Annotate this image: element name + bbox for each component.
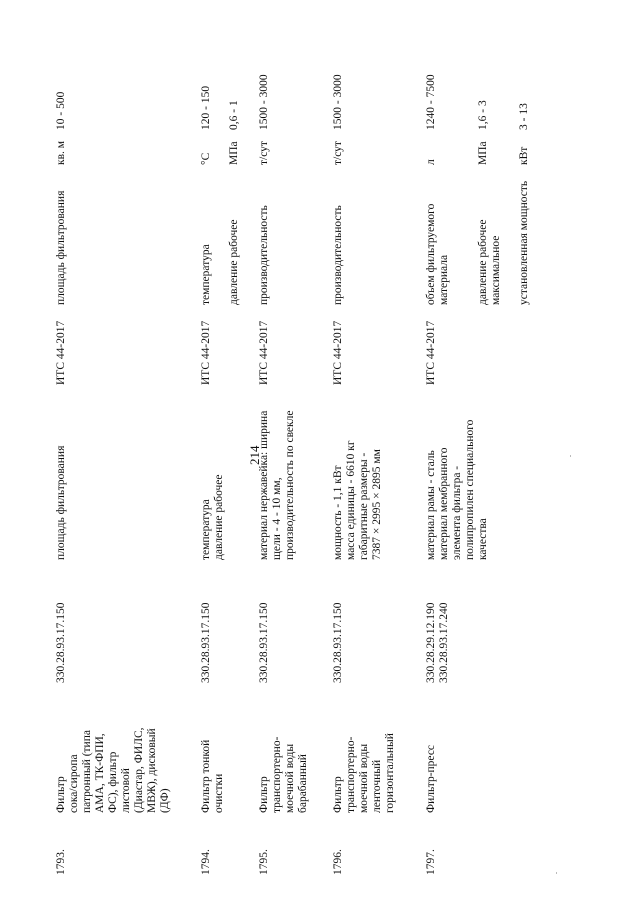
technical-description-line: материал рамы - сталь — [425, 450, 437, 560]
technical-description-line: мощность - 1,1 кВт — [332, 465, 344, 560]
scan-speck — [570, 455, 571, 457]
equipment-name-line: транспортерно- — [271, 736, 283, 813]
parameter-name: объем фильтруемого материала — [425, 203, 450, 305]
its-reference: ИТС 44-2017 — [332, 320, 344, 385]
its-reference: ИТС 44-2017 — [200, 320, 212, 385]
equipment-name-line: (ДФ) — [159, 788, 171, 813]
equipment-name-line: горизонтальный — [384, 733, 396, 813]
parameter-unit: л — [425, 159, 437, 165]
parameter-unit: т/сут — [258, 141, 270, 165]
technical-description-line: производительность по свекле — [284, 410, 296, 560]
row-number: 1793. — [55, 849, 67, 875]
its-reference: ИТС 44-2017 — [55, 320, 67, 385]
okpd-code: 330.28.29.12.190 — [425, 602, 437, 683]
technical-description-line: полипропилен специального — [464, 419, 476, 560]
equipment-name-line: Фильтр — [55, 776, 67, 813]
parameter-value: 1500 - 3000 — [332, 74, 344, 130]
technical-description-line: температура — [200, 499, 212, 560]
okpd-code: 330.28.93.17.240 — [438, 602, 450, 683]
scan-speck — [556, 872, 557, 874]
parameter-value: 10 - 500 — [55, 91, 67, 130]
technical-description-line: щели - 4 - 10 мм, — [271, 477, 283, 560]
parameter-unit: °С — [200, 152, 212, 165]
equipment-name-line: ФС), фильтр — [107, 751, 119, 813]
equipment-name-line: МВЖ), дисковый — [146, 728, 158, 813]
technical-description-line: элемента фильтра - — [451, 465, 463, 560]
technical-description-line: материал мембранного — [438, 447, 450, 560]
equipment-name-line: моечной воды — [358, 743, 370, 813]
row-number: 1796. — [332, 849, 344, 875]
parameter-name: давление рабочее — [228, 219, 240, 305]
parameter-value: 0,6 - 1 — [228, 100, 240, 130]
equipment-name-line: сока/сиропа — [68, 754, 80, 813]
row-number: 1797. — [425, 849, 437, 875]
technical-description-line: площадь фильтрования — [55, 445, 67, 560]
equipment-name-line: Фильтр — [258, 776, 270, 813]
parameter-value: 120 - 150 — [200, 85, 212, 130]
equipment-name-line: Фильтр тонкой — [200, 739, 212, 813]
okpd-code: 330.28.93.17.150 — [55, 602, 67, 683]
equipment-name-line: очистки — [213, 773, 225, 813]
okpd-code: 330.28.93.17.150 — [258, 602, 270, 683]
parameter-unit: МПа — [228, 141, 240, 165]
equipment-name-line: Фильтр — [332, 776, 344, 813]
parameter-value: 3 - 13 — [518, 103, 530, 130]
technical-description-line: 7387 × 2995 × 2895 мм — [371, 449, 383, 560]
parameter-unit: т/сут — [332, 141, 344, 165]
technical-description-line: габаритные размеры - — [358, 452, 370, 560]
its-reference: ИТС 44-2017 — [258, 320, 270, 385]
equipment-name-line: AMA, ТК-ФПИ, — [94, 733, 106, 813]
parameter-value: 1,6 - 3 — [477, 100, 489, 130]
parameter-name: температура — [200, 244, 212, 305]
equipment-name-line: моечной воды — [284, 743, 296, 813]
row-number: 1794. — [200, 849, 212, 875]
technical-description-line: давление рабочее — [213, 474, 225, 560]
parameter-value: 1500 - 3000 — [258, 74, 270, 130]
equipment-name-line: патронный (типа — [81, 730, 93, 813]
parameter-unit: МПа — [477, 141, 489, 165]
equipment-name-line: ленточный — [371, 759, 383, 813]
equipment-name-line: листовой — [120, 768, 132, 813]
parameter-name: давление рабочее максимальное — [477, 219, 502, 305]
row-number: 1795. — [258, 849, 270, 875]
technical-description-line: материал нержавейка: ширина — [258, 410, 270, 560]
parameter-value: 1240 - 7500 — [425, 74, 437, 130]
equipment-name-line: (Диастар, ФИЛС, — [133, 727, 145, 813]
parameter-unit: кв. м — [55, 140, 67, 165]
page-number: 214 — [247, 445, 262, 465]
parameter-name: площадь фильтрования — [55, 190, 67, 305]
parameter-name: производительность — [258, 205, 270, 305]
equipment-name-line: Фильтр-пресс — [425, 744, 437, 813]
equipment-name-line: барабанный — [297, 754, 309, 813]
technical-description-line: качества — [477, 518, 489, 560]
okpd-code: 330.28.93.17.150 — [200, 602, 212, 683]
equipment-name-line: транспортерно- — [345, 736, 357, 813]
footer-file-code — [0, 843, 1, 880]
okpd-code: 330.28.93.17.150 — [332, 602, 344, 683]
parameter-name: установленная мощность — [518, 180, 530, 305]
technical-description-line: масса единицы - 6610 кг — [345, 440, 357, 560]
parameter-name: производительность — [332, 205, 344, 305]
parameter-unit: кВт — [518, 146, 530, 165]
its-reference: ИТС 44-2017 — [425, 320, 437, 385]
